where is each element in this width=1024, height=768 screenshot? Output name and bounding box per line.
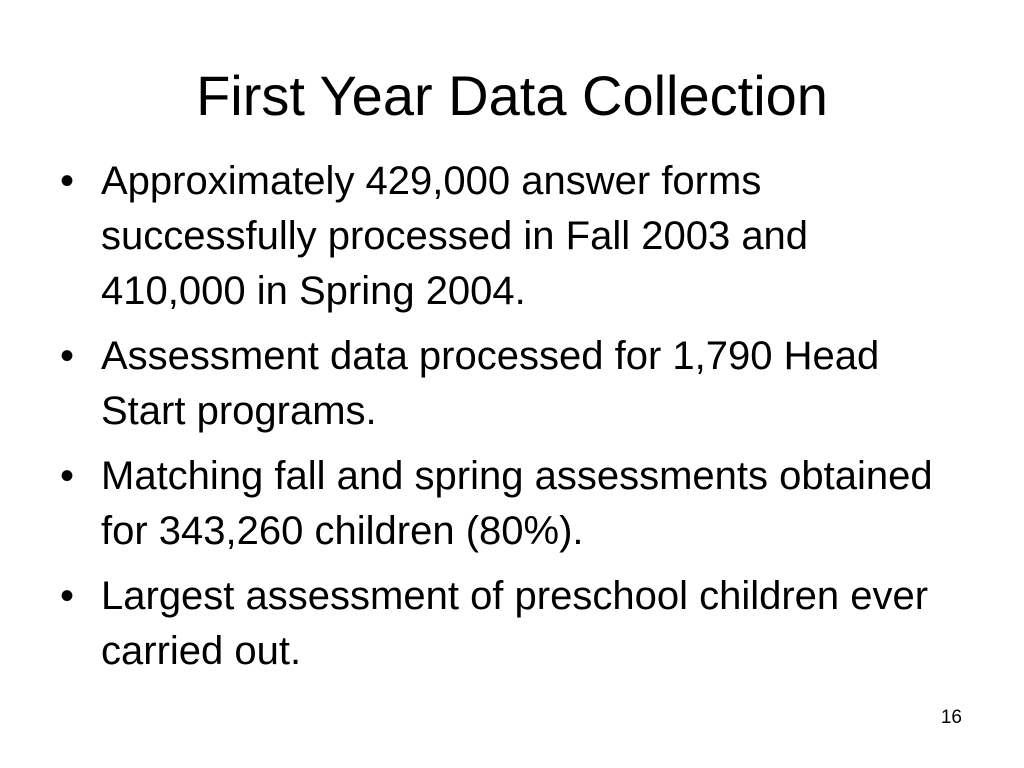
page-number: 16 [940, 707, 962, 728]
bullet-text: Largest assessment of preschool children ever carried out. [101, 574, 929, 673]
bullet-item [60, 449, 960, 559]
bullet-item [60, 329, 960, 439]
bullet-item [60, 154, 960, 319]
bullet-list [60, 154, 960, 689]
bullet-dot-icon: • [60, 334, 75, 378]
bullet-text: Assessment data processed for 1,790 Head Start programs. [101, 334, 880, 433]
bullet-item [60, 569, 960, 679]
bullet-text: Approximately 429,000 answer forms successfully processed in Fall 2003 and 410,000 in Spring 2004. [101, 159, 809, 313]
bullet-dot-icon: • [60, 574, 75, 618]
bullet-dot-icon: • [60, 159, 75, 203]
slide-title: First Year Data Collection [196, 64, 828, 127]
bullet-dot-icon: • [60, 454, 75, 498]
bullet-text: Matching fall and spring assessments obtained for 343,260 children (80%). [101, 454, 933, 553]
